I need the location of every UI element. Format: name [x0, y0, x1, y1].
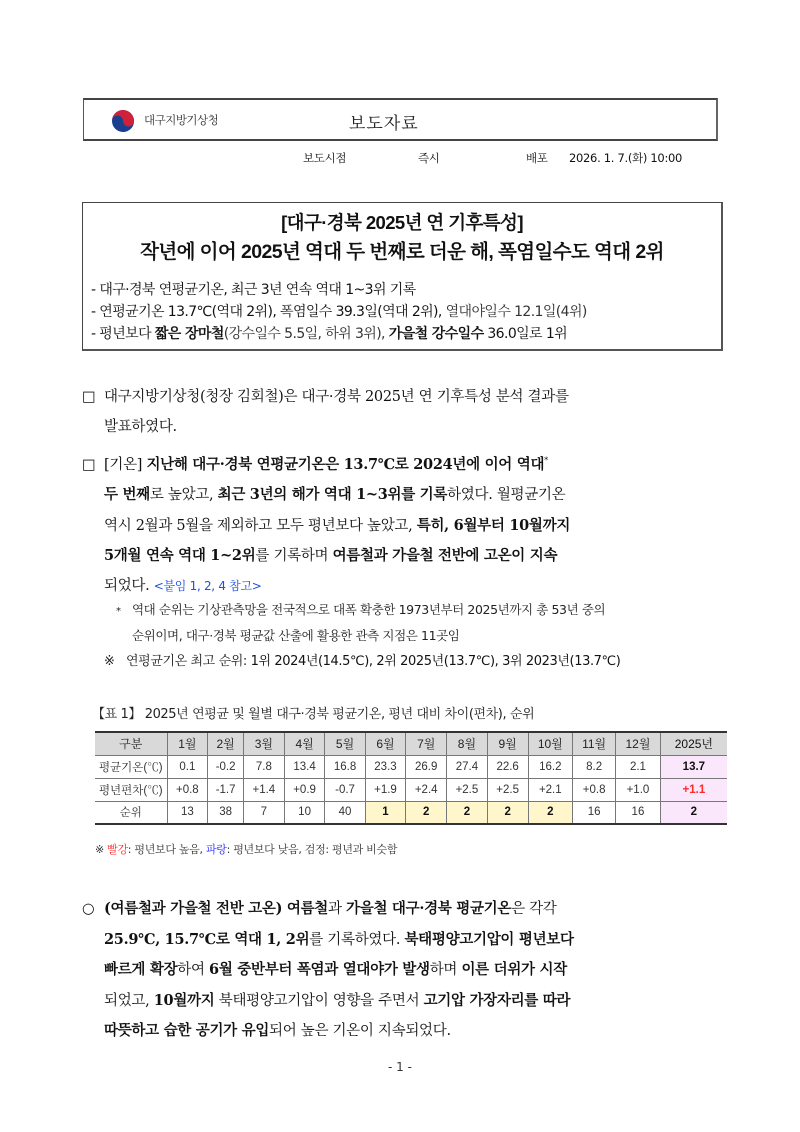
document-type-title: 보도자료: [349, 114, 419, 134]
legend-blue-label: 파랑: [205, 843, 227, 856]
summary-title-line1: [대구·경북 2025년 연 기후특성]: [281, 212, 523, 233]
column-header: 3월: [244, 732, 285, 755]
paragraph-text-bold: 여름철과 가을철 전반에 고온이 지속: [332, 547, 558, 565]
summary-headline: 작년에 이어 2025년 역대 두 번째로 더운 해, 폭염일수도 역대 2위: [140, 241, 664, 263]
footnote-ranking: [116, 598, 605, 648]
note-label: 연평균기온 최고 순위:: [126, 654, 251, 669]
paragraph-announcement: [82, 383, 727, 442]
reference-mark: ※: [95, 843, 108, 856]
paragraph-text-bold: 지난해 대구·경북 연평균기온은 13.7℃로 2024년에 이어 역대: [146, 455, 545, 473]
summary-box: [82, 202, 723, 351]
bullet-text-bold: 가을철 강수일수: [388, 326, 484, 342]
paragraph-text-bold: 6월 중반부터 폭염과 열대야가 발생: [209, 961, 430, 978]
column-header: 6월: [365, 732, 406, 755]
appendix-reference-link[interactable]: <붙임 1, 2, 4 참고>: [153, 578, 262, 593]
paragraph-text-bold: 따뜻하고 습한 공기가 유입: [104, 1022, 270, 1039]
table-cell-above-normal: +2.5: [487, 778, 528, 801]
summary-bullet: [91, 323, 587, 345]
release-time-label: 보도시점: [303, 151, 347, 165]
column-header: 10월: [528, 732, 573, 755]
table-cell: 16.8: [325, 755, 365, 778]
table-cell-top-rank: 2: [487, 801, 528, 824]
table-row-anomaly: [95, 778, 727, 801]
table-cell-top-rank: 2: [447, 801, 488, 824]
table-cell-above-normal: +2.4: [406, 778, 447, 801]
legend-red-label: 빨강: [107, 843, 128, 856]
section-tag: [기온]: [104, 456, 147, 473]
table-cell-top-rank: 1: [365, 801, 406, 824]
checkbox-bullet-icon: □: [82, 456, 96, 473]
paragraph-text: 로 높았고,: [149, 487, 218, 504]
paragraph-text-bold: 빠르게 확장: [104, 961, 178, 978]
column-header-annual: 2025년: [660, 732, 727, 755]
government-taegeuk-logo-icon: [111, 109, 135, 133]
bullet-text: - 평년보다: [91, 326, 155, 342]
table-cell: 2.1: [616, 755, 661, 778]
table-caption: 【표 1】 2025년 연평균 및 월별 대구·경북 평균기온, 평년 대비 차이(편차), 순위: [92, 707, 535, 722]
paragraph-text: 되어 높은 기온이 지속되었다.: [269, 1023, 451, 1039]
footnote-marker: *: [544, 456, 548, 465]
table-cell-above-normal: +2.5: [447, 778, 488, 801]
legend-text: : 평년보다 낮음, 검정: 평년과 비슷함: [226, 843, 398, 856]
table-cell: 26.9: [406, 755, 447, 778]
table-cell: -0.2: [208, 755, 244, 778]
bullet-text: - 연평균기온 13.7℃(역대 2위), 폭염일수 39.3일(역대 2위),: [91, 304, 446, 320]
table-cell-below-normal: -0.7: [325, 778, 365, 801]
circle-bullet-icon: ○: [82, 901, 95, 917]
distribution-label: 배포: [526, 151, 548, 165]
column-header: 4월: [284, 732, 325, 755]
table-cell: 10: [284, 801, 325, 824]
table-cell: 7: [244, 801, 285, 824]
table-cell-annual: 2: [660, 801, 727, 824]
paragraph-text-bold: 고기압 가장자리를 따라: [423, 991, 571, 1009]
paragraph-text: 되었고,: [104, 992, 154, 1009]
row-label: 평년편차(℃): [95, 778, 167, 801]
column-header: 2월: [208, 732, 244, 755]
table-cell-above-normal: +1.0: [616, 778, 661, 801]
bullet-text: 대구·경북 연평균기온, 최근 3년 연속 역대 1~3위 기록: [99, 282, 416, 298]
table-cell: 8.2: [573, 755, 616, 778]
checkbox-bullet-icon: □: [82, 389, 96, 405]
table-cell-annual: +1.1: [660, 778, 727, 801]
table-cell: 7.8: [244, 755, 285, 778]
monthly-temperature-table: [95, 731, 727, 825]
bullet-text-light: (강수일수 5.5일, 하위 3위),: [223, 326, 389, 342]
paragraph-text: 북태평양고기압이 영향을 주면서: [214, 992, 424, 1009]
table-cell: 16: [616, 801, 661, 824]
bullet-dash: -: [91, 282, 100, 298]
table-cell: 40: [325, 801, 365, 824]
paragraph-text-bold: 5개월 연속 역대 1~2위: [104, 547, 256, 565]
bullet-text: 36.0일로 1위: [483, 326, 568, 342]
column-header: 9월: [487, 732, 528, 755]
table-cell: 13.4: [284, 755, 325, 778]
note-annual-top-ranks: [104, 650, 620, 674]
paragraph-text-bold: (여름철과 가을철 전반 고온) 여름철: [104, 900, 329, 917]
distribution-datetime: 2026. 1. 7.(화) 10:00: [569, 151, 683, 165]
table-cell-above-normal: +2.1: [528, 778, 573, 801]
paragraph-text: 하며: [429, 962, 462, 978]
reference-mark: ※: [104, 654, 115, 669]
table-cell-above-normal: +1.9: [365, 778, 406, 801]
table-cell-above-normal: +0.8: [167, 778, 208, 801]
press-release-header: [83, 98, 718, 141]
table-cell-above-normal: +0.8: [573, 778, 616, 801]
column-header: 5월: [325, 732, 365, 755]
table-cell-above-normal: +0.9: [284, 778, 325, 801]
table-header-row: [95, 732, 727, 755]
paragraph-text: 대구지방기상청(청장 김회철)은 대구·경북 2025년 연 기후특성 분석 결과를: [104, 389, 569, 405]
paragraph-text-bold: 최근 3년의 해가 역대 1~3위를 기록: [217, 486, 448, 504]
footnote-text: 순위이며, 대구·경북 평균값 산출에 활용한 관측 지점은 11곳임: [132, 628, 460, 643]
page-number: - 1 -: [388, 1060, 412, 1074]
column-header: 1월: [167, 732, 208, 755]
table-cell: 16.2: [528, 755, 573, 778]
table-cell: 27.4: [447, 755, 488, 778]
paragraph-text: 하여: [177, 962, 210, 978]
paragraph-text: 되었다.: [104, 577, 154, 594]
summary-bullet: [91, 279, 587, 301]
table-cell: 23.3: [365, 755, 406, 778]
summary-bullet: [91, 301, 587, 323]
paragraph-temperature: [82, 446, 727, 601]
table-cell-below-normal: -1.7: [208, 778, 244, 801]
paragraph-text-bold: 특히, 6월부터 10월까지: [416, 516, 571, 534]
paragraph-text-bold: 25.9℃, 15.7℃로 역대 1, 2위: [104, 930, 310, 948]
paragraph-text-bold: 이른 더위가 시작: [461, 961, 567, 978]
organization-name: 대구지방기상청: [144, 113, 219, 127]
table-cell: 16: [573, 801, 616, 824]
table-cell-top-rank: 2: [406, 801, 447, 824]
column-header: 7월: [406, 732, 447, 755]
table-cell: 22.6: [487, 755, 528, 778]
release-time-value: 즉시: [418, 151, 440, 165]
paragraph-text: 은 각각: [511, 901, 557, 917]
table-row-rank: [95, 801, 727, 824]
column-header: 구분: [95, 732, 167, 755]
column-header: 12월: [616, 732, 661, 755]
column-header: 8월: [447, 732, 488, 755]
footnote-star: *: [116, 606, 121, 617]
row-label: 순위: [95, 801, 167, 824]
paragraph-text: 발표하였다.: [104, 418, 177, 435]
note-ranks: 1위 2024년(14.5℃), 2위 2025년(13.7℃), 3위 2023년(13.7℃): [250, 654, 621, 669]
table-row-mean-temperature: [95, 755, 727, 778]
paragraph-text-bold: 두 번째: [104, 486, 150, 504]
paragraph-text: 를 기록하였다.: [309, 931, 405, 948]
table-cell-above-normal: +1.4: [244, 778, 285, 801]
legend-text: : 평년보다 높음,: [127, 843, 206, 856]
bullet-text-bold: 짧은 장마철: [154, 326, 224, 342]
table-color-legend: [95, 841, 397, 857]
row-label: 평균기온(℃): [95, 755, 167, 778]
paragraph-text-bold: 10월까지: [153, 991, 215, 1009]
table-cell: 13: [167, 801, 208, 824]
paragraph-text-bold: 가을철 대구·경북 평균기온: [346, 900, 512, 917]
paragraph-text: 과: [328, 901, 347, 917]
column-header: 11월: [573, 732, 616, 755]
bullet-text-light: 열대야일수 12.1일(4위): [445, 304, 587, 320]
table-cell-top-rank: 2: [528, 801, 573, 824]
paragraph-summer-autumn: [82, 894, 727, 1047]
paragraph-text: 하였다. 월평균기온: [447, 487, 566, 504]
table-cell: 38: [208, 801, 244, 824]
paragraph-text: 를 기록하며: [255, 548, 333, 565]
table-cell-annual: 13.7: [660, 755, 727, 778]
table-cell: 0.1: [167, 755, 208, 778]
paragraph-text-bold: 북태평양고기압이 평년보다: [404, 930, 574, 948]
footnote-text: 역대 순위는 기상관측망을 전국적으로 대폭 확충한 1973년부터 2025년까지 총 53년 중의: [132, 602, 606, 617]
paragraph-text: 역시 2월과 5월을 제외하고 모두 평년보다 높았고,: [104, 517, 417, 534]
summary-bullet-list: [91, 279, 587, 345]
